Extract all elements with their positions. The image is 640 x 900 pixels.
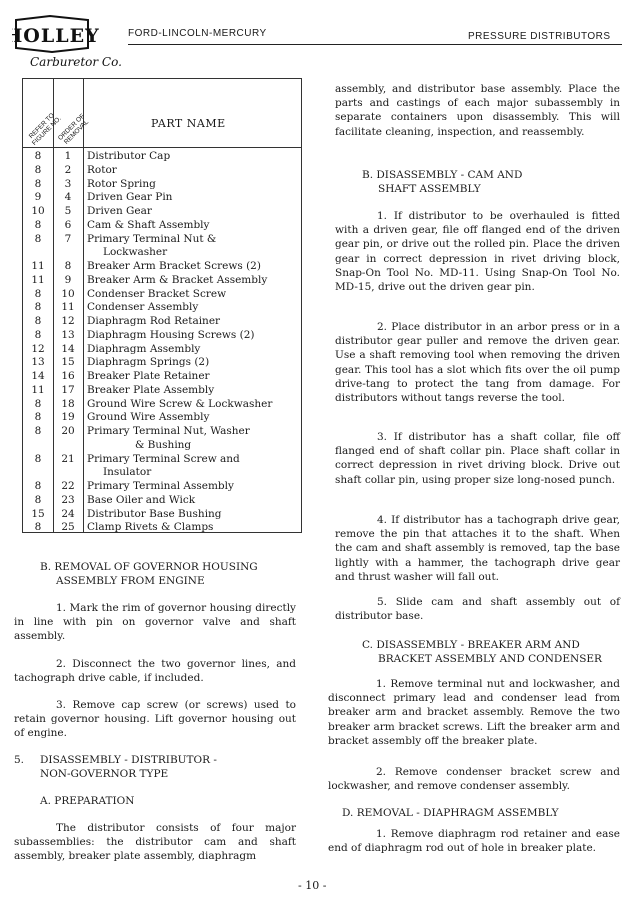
figure-number: 8 [34,425,42,437]
section-5-number: 5. [14,754,25,766]
section-b-cam-paragraph-4: 4. If distributor has a tachograph drive gear, remove the pin that attaches it to the shaft. When the cam and shaft assembly is removed, tap the base lightly with a hammer, the tachograph drive gear and thrust washer will fall out. [335,514,620,583]
removal-order: 8 [64,260,72,272]
removal-order: 15 [61,356,75,369]
part-name: Diaphragm Rod Retainer [87,315,221,327]
removal-order: 19 [61,411,75,424]
part-name: Breaker Arm Bracket Screws (2) [87,260,261,272]
removal-order: 12 [61,315,75,327]
part-name-continued: Lockwasher [103,246,168,259]
removal-order: 7 [64,232,72,245]
part-name: Driven Gear Pin [87,191,173,204]
figure-number: 8 [34,218,42,231]
removal-order: 21 [61,452,75,465]
parts-table [22,78,302,533]
col-header-figure: REFER TO FIGURE NO. [27,112,63,147]
logo-text: HOLLEY [12,25,100,47]
figure-number: 14 [31,370,45,382]
col-header-order: ORDER OF REMOVAL [57,112,91,146]
section-d-title: D. REMOVAL - DIAPHRAGM ASSEMBLY [342,807,559,819]
figure-number: 13 [31,356,45,369]
section-c-title-2: BRACKET ASSEMBLY AND CONDENSER [378,653,602,665]
part-name: Distributor Base Bushing [87,507,222,520]
part-name: Breaker Arm & Bracket Assembly [87,273,268,286]
part-name: Breaker Plate Assembly [87,383,215,396]
part-name: Breaker Plate Retainer [87,370,210,382]
part-name: Primary Terminal Nut, Washer [87,425,250,437]
part-name: Base Oiler and Wick [87,493,196,506]
part-name: Primary Terminal Assembly [87,480,234,492]
removal-order: 9 [64,273,72,286]
part-name: Diaphragm Assembly [87,342,201,355]
section-c-paragraph-1: 1. Remove terminal nut and lockwasher, and disconnect primary lead and condenser lead from breaker arm and bracket assembly. Remove the two breaker arm bracket screws. Lift the breaker arm and bracket assembly off the breaker plate. [328,678,620,747]
section-b-cam-paragraph-3: 3. If distributor has a shaft collar, file off flanged end of shaft collar pin. Place shaft collar in correct depression in rivet driving block. Drive out shaft collar pin, using proper size long-nosed punch. [335,431,620,486]
removal-order: 4 [64,191,72,204]
removal-order: 5 [64,205,72,217]
removal-order: 2 [64,163,72,176]
figure-number: 8 [34,328,42,341]
figure-number: 8 [34,315,42,327]
holley-logo [12,14,122,74]
figure-number: 8 [34,452,42,465]
col-header-part-name: PART NAME [151,117,226,130]
part-name: Ground Wire Assembly [87,411,210,424]
figure-number: 8 [34,232,42,245]
part-name: Cam & Shaft Assembly [87,218,210,231]
section-d-paragraph-1: 1. Remove diaphragm rod retainer and ease end of diaphragm rod out of hole in breaker plate. [328,828,620,855]
figure-number: 8 [34,521,42,534]
section-a-title: A. PREPARATION [40,795,135,807]
figure-number: 8 [34,480,42,492]
removal-order: 17 [61,383,75,396]
figure-number: 12 [31,342,45,355]
removal-order: 18 [61,397,75,410]
figure-number: 8 [34,177,42,190]
part-name: Driven Gear [87,205,152,217]
section-b-paragraph-2: 2. Disconnect the two governor lines, and tachograph drive cable, if included. [14,658,296,685]
part-name-continued: Insulator [103,466,152,479]
header-right-title: PRESSURE DISTRIBUTORS [468,31,611,42]
removal-order: 24 [61,507,75,520]
table-header-rule [23,147,301,148]
section-b-cam-paragraph-1: 1. If distributor to be overhauled is fitted with a driven gear, file off flanged end of the driven gear pin, or drive out the rolled pin. Place the driven gear in correct depression in rivet driving block, Snap-On Tool No. MD-11. Using Snap-On Tool No. MD-15, drive out the driven gear pin. [335,210,620,294]
logo-subtext: Carburetor Co. [30,55,122,69]
section-a-paragraph-1: The distributor consists of four major subassemblies: the distributor cam and shaft assembly, breaker plate assembly, diaphragm [14,822,296,863]
figure-number: 8 [34,287,42,300]
section-b-paragraph-3: 3. Remove cap screw (or screws) used to retain governor housing. Lift governor housing out of engine. [14,699,296,740]
part-name: Distributor Cap [87,150,171,162]
section-b-cam-paragraph-2: 2. Place distributor in an arbor press or in a distributor gear puller and remove the driven gear. Use a shaft removing tool when removing the driven gear. This tool has a slot which fits over the oil pump drive-tang to protect the tang from damage. For distributors without tangs reverse the tool. [335,321,620,405]
figure-number: 8 [34,150,42,162]
removal-order: 20 [61,425,75,437]
part-name: Primary Terminal Screw and [87,452,240,465]
section-b-paragraph-1: 1. Mark the rim of governor housing directly in line with pin on governor valve and shaft assembly. [14,602,296,643]
removal-order: 25 [61,521,75,534]
part-name: Primary Terminal Nut & [87,232,217,245]
section-5-title-1: DISASSEMBLY - DISTRIBUTOR - [40,754,217,766]
removal-order: 23 [61,493,75,506]
part-name: Rotor Spring [87,177,156,190]
figure-number: 9 [34,191,42,204]
section-c-title-1: C. DISASSEMBLY - BREAKER ARM AND [362,639,580,651]
header-left-title: FORD-LINCOLN-MERCURY [128,28,267,39]
section-b-title-1: B. REMOVAL OF GOVERNOR HOUSING [40,561,258,573]
figure-number: 10 [31,205,45,217]
header-rule [128,44,622,45]
removal-order: 22 [61,480,75,492]
section-b-cam-paragraph-5: 5. Slide cam and shaft assembly out of distributor base. [335,596,620,623]
part-name: Condenser Assembly [87,301,199,314]
section-c-paragraph-2: 2. Remove condenser bracket screw and lockwasher, and remove condenser assembly. [328,766,620,793]
figure-number: 11 [31,260,45,272]
removal-order: 14 [61,342,75,355]
figure-number: 8 [34,301,42,314]
section-b-cam-title-1: B. DISASSEMBLY - CAM AND [362,169,523,181]
part-name: Diaphragm Springs (2) [87,356,210,369]
part-name-continued: & Bushing [135,438,192,451]
continued-paragraph: assembly, and distributor base assembly. Place the parts and castings of each major subassembly in separate containers upon disassembly. This will facilitate cleaning, inspection, and reassembly. [335,83,620,138]
figure-number: 15 [31,507,45,520]
section-5-title-2: NON-GOVERNOR TYPE [40,768,169,780]
section-b-title-2: ASSEMBLY FROM ENGINE [56,575,205,587]
part-name: Rotor [87,163,117,176]
figure-number: 11 [31,273,45,286]
removal-order: 6 [64,218,72,231]
figure-number: 8 [34,411,42,424]
section-b-cam-title-2: SHAFT ASSEMBLY [378,183,481,195]
removal-order: 16 [61,370,75,382]
part-name: Condenser Bracket Screw [87,287,227,300]
figure-number: 8 [34,493,42,506]
removal-order: 10 [61,287,75,300]
removal-order: 3 [64,177,72,190]
figure-number: 8 [34,397,42,410]
part-name: Ground Wire Screw & Lockwasher [87,397,273,410]
part-name: Clamp Rivets & Clamps [87,521,214,534]
figure-number: 11 [31,383,45,396]
page-number: - 10 - [298,879,327,892]
figure-number: 8 [34,163,42,176]
removal-order: 13 [61,328,75,341]
removal-order: 1 [64,150,72,162]
part-name: Diaphragm Housing Screws (2) [87,328,255,341]
removal-order: 11 [61,301,75,314]
